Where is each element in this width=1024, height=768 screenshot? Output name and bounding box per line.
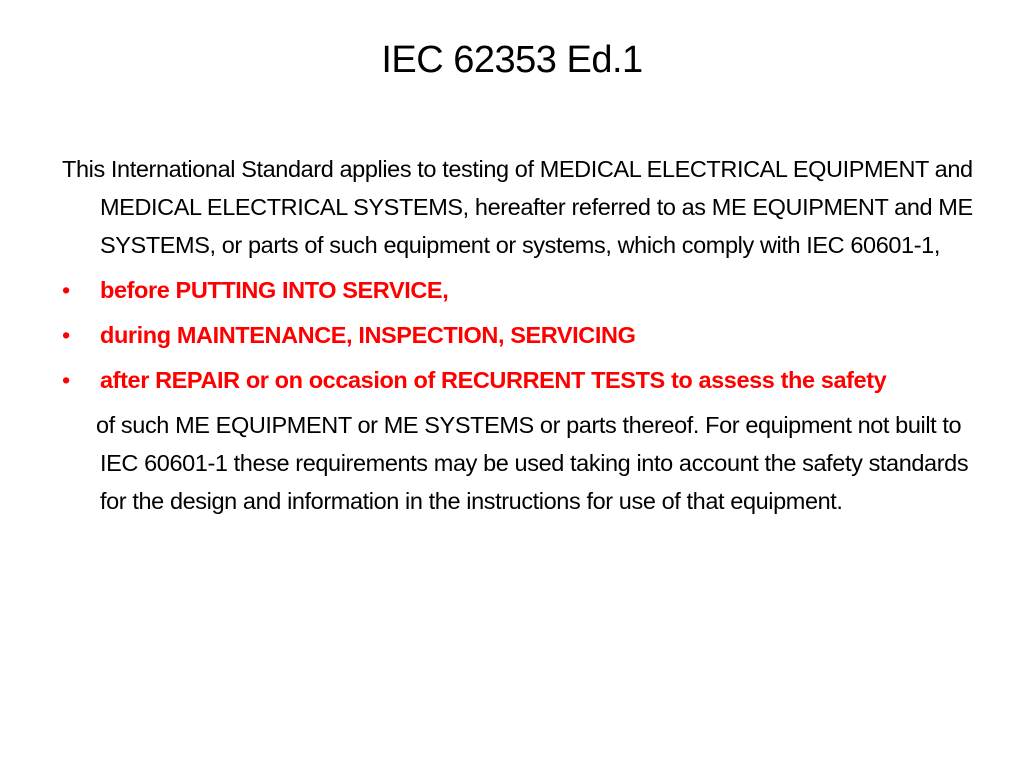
slide-title: IEC 62353 Ed.1 — [381, 39, 643, 81]
bullet-icon: • — [62, 322, 70, 348]
bullet-text: during MAINTENANCE, INSPECTION, SERVICING — [100, 322, 636, 348]
bullet-text: after REPAIR or on occasion of RECURRENT TESTS to assess the safety — [100, 367, 887, 393]
bullet-item — [62, 316, 982, 354]
closing-paragraph: of such ME EQUIPMENT or ME SYSTEMS or parts thereof. For equipment not built to IEC 60601-1 these requirements may be used taking into account the safety standards for the design and information in the instructions for use of that equipment. — [96, 412, 969, 514]
slide-body — [62, 150, 982, 520]
bullet-item — [62, 361, 982, 399]
bullet-icon: • — [62, 367, 70, 393]
bullet-item — [62, 271, 982, 309]
bullet-icon: • — [62, 277, 70, 303]
bullet-text: before PUTTING INTO SERVICE, — [100, 277, 449, 303]
intro-paragraph: This International Standard applies to testing of MEDICAL ELECTRICAL EQUIPMENT and MEDICAL ELECTRICAL SYSTEMS, hereafter referred to as ME EQUIPMENT and ME SYSTEMS, or parts of such equipment or systems, which comply with IEC 60601-1, — [62, 156, 973, 258]
